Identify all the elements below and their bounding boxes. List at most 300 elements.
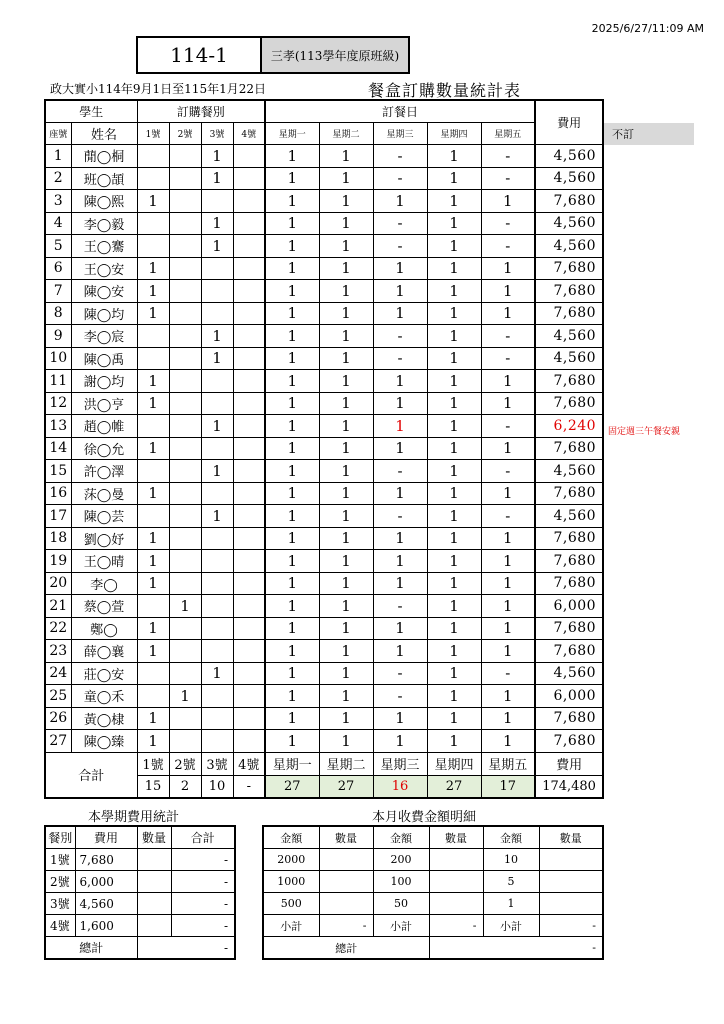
meal-3-cell: 1: [201, 460, 233, 483]
day-4-cell: 1: [427, 505, 481, 528]
day-3-cell: -: [373, 325, 427, 348]
student-name: 班◯頡: [71, 167, 137, 190]
student-name: 李◯毅: [71, 212, 137, 235]
student-row: [45, 370, 603, 393]
header-fee: 費用: [535, 100, 603, 145]
meal-3-cell: [201, 707, 233, 730]
meal-2-cell: 1: [169, 595, 201, 618]
meal-3-cell: 1: [201, 662, 233, 685]
semester-fee: 7,680: [75, 849, 137, 871]
meal-3-cell: [201, 550, 233, 573]
header-order-type: 訂購餐別: [137, 100, 265, 123]
day-3-cell: -: [373, 145, 427, 168]
header-student: 學生: [45, 100, 137, 123]
seat-number: 1: [45, 145, 71, 168]
day-4-cell: 1: [427, 280, 481, 303]
student-fee: 7,680: [535, 280, 603, 303]
student-row: [45, 257, 603, 280]
day-3-cell: 1: [373, 392, 427, 415]
cash-denomination: 10: [483, 849, 539, 871]
header-day-thu: 星期四: [427, 123, 481, 145]
meal-3-cell: 1: [201, 167, 233, 190]
meal-1-cell: [137, 595, 169, 618]
seat-number: 6: [45, 257, 71, 280]
day-5-cell: 1: [481, 302, 535, 325]
day-5-cell: 1: [481, 257, 535, 280]
header-day-mon: 星期一: [265, 123, 319, 145]
cash-quantity: [429, 849, 483, 871]
meal-1-cell: [137, 145, 169, 168]
meal-2-cell: [169, 167, 201, 190]
meal-4-cell: [233, 550, 265, 573]
semester-qty: [137, 915, 171, 937]
meal-1-cell: [137, 662, 169, 685]
day-5-cell: -: [481, 212, 535, 235]
header-day-wed: 星期三: [373, 123, 427, 145]
meal-4-cell: [233, 505, 265, 528]
day-5-cell: -: [481, 325, 535, 348]
meal-4-cell: [233, 617, 265, 640]
meal-4-cell: [233, 662, 265, 685]
cash-denomination: 1: [483, 893, 539, 915]
student-name: 鄭◯: [71, 617, 137, 640]
meal-3-cell: [201, 370, 233, 393]
meal-3-cell: [201, 527, 233, 550]
meal-4-cell: [233, 347, 265, 370]
day-5-cell: 1: [481, 482, 535, 505]
cash-subtotal-value: -: [319, 915, 373, 937]
meal-3-cell: 1: [201, 505, 233, 528]
totals-label-row: [45, 752, 603, 775]
meal-1-cell: 1: [137, 482, 169, 505]
meal-3-cell: [201, 437, 233, 460]
meal-3-cell: [201, 595, 233, 618]
day-4-cell: 1: [427, 707, 481, 730]
cash-subtotal-label: 小計: [263, 915, 319, 937]
day-1-cell: 1: [265, 550, 319, 573]
meal-1-cell: 1: [137, 370, 169, 393]
semester-total-row: [45, 937, 235, 960]
cash-subtotal-label: 小計: [483, 915, 539, 937]
meal-2-cell: [169, 212, 201, 235]
cash-quantity: [319, 849, 373, 871]
day-5-cell: -: [481, 235, 535, 258]
student-fee: 7,680: [535, 550, 603, 573]
seat-number: 18: [45, 527, 71, 550]
totals-label: 合計: [45, 752, 137, 798]
student-fee: 6,240: [535, 415, 603, 438]
day-1-cell: 1: [265, 617, 319, 640]
day-5-cell: 1: [481, 527, 535, 550]
cash-quantity: [539, 871, 603, 893]
student-name: 劉◯妤: [71, 527, 137, 550]
day-3-cell: 1: [373, 257, 427, 280]
cash-row: [263, 871, 603, 893]
student-row: [45, 527, 603, 550]
day-2-cell: 1: [319, 212, 373, 235]
meal-1-cell: 1: [137, 550, 169, 573]
day-4-cell: 1: [427, 145, 481, 168]
seat-number: 16: [45, 482, 71, 505]
totals-meal-count-1: 15: [137, 775, 169, 798]
day-5-cell: 1: [481, 280, 535, 303]
day-1-cell: 1: [265, 280, 319, 303]
day-3-cell: 1: [373, 527, 427, 550]
student-fee: 7,680: [535, 527, 603, 550]
day-2-cell: 1: [319, 437, 373, 460]
totals-meal-count-3: 10: [201, 775, 233, 798]
day-4-cell: 1: [427, 302, 481, 325]
meal-2-cell: [169, 460, 201, 483]
day-4-cell: 1: [427, 685, 481, 708]
student-name: 李◯宸: [71, 325, 137, 348]
day-1-cell: 1: [265, 392, 319, 415]
student-fee: 7,680: [535, 640, 603, 663]
seat-number: 26: [45, 707, 71, 730]
student-fee: 4,560: [535, 167, 603, 190]
header-meal-3: 3號: [201, 123, 233, 145]
meal-1-cell: 1: [137, 640, 169, 663]
student-name: 陳◯禹: [71, 347, 137, 370]
day-2-cell: 1: [319, 640, 373, 663]
meal-4-cell: [233, 415, 265, 438]
meal-3-cell: [201, 572, 233, 595]
day-5-cell: 1: [481, 550, 535, 573]
day-1-cell: 1: [265, 505, 319, 528]
student-fee: 4,560: [535, 347, 603, 370]
day-3-cell: -: [373, 460, 427, 483]
seat-number: 10: [45, 347, 71, 370]
totals-day-count-2: 27: [319, 775, 373, 798]
meal-3-cell: [201, 685, 233, 708]
seat-number: 27: [45, 730, 71, 753]
student-name: 蕑◯桐: [71, 145, 137, 168]
student-name: 趙◯帷: [71, 415, 137, 438]
day-5-cell: 1: [481, 640, 535, 663]
day-3-cell: 1: [373, 482, 427, 505]
totals-meal-count-4: -: [233, 775, 265, 798]
seat-number: 24: [45, 662, 71, 685]
student-row: [45, 685, 603, 708]
meal-3-cell: 1: [201, 415, 233, 438]
seat-number: 3: [45, 190, 71, 213]
student-name: 陳◯熙: [71, 190, 137, 213]
meal-1-cell: 1: [137, 280, 169, 303]
day-2-cell: 1: [319, 235, 373, 258]
day-2-cell: 1: [319, 190, 373, 213]
meal-4-cell: [233, 302, 265, 325]
day-4-cell: 1: [427, 730, 481, 753]
day-1-cell: 1: [265, 212, 319, 235]
student-row: [45, 325, 603, 348]
cash-header-row: [263, 826, 603, 849]
day-1-cell: 1: [265, 167, 319, 190]
student-fee: 7,680: [535, 257, 603, 280]
seat-number: 4: [45, 212, 71, 235]
day-3-cell: -: [373, 505, 427, 528]
meal-3-cell: [201, 257, 233, 280]
meal-4-cell: [233, 730, 265, 753]
meal-1-cell: 1: [137, 257, 169, 280]
day-3-cell: 1: [373, 415, 427, 438]
semester-total-value: -: [137, 937, 235, 960]
meal-3-cell: 1: [201, 347, 233, 370]
print-timestamp: 2025/6/27/11:09 AM: [591, 22, 704, 35]
totals-meal-label-3: 3號: [201, 752, 233, 775]
student-row: [45, 662, 603, 685]
meal-1-cell: 1: [137, 572, 169, 595]
student-name: 陳◯安: [71, 280, 137, 303]
meal-2-cell: [169, 437, 201, 460]
day-2-cell: 1: [319, 572, 373, 595]
day-5-cell: 1: [481, 572, 535, 595]
totals-meal-label-4: 4號: [233, 752, 265, 775]
day-3-cell: 1: [373, 437, 427, 460]
seat-number: 22: [45, 617, 71, 640]
day-4-cell: 1: [427, 662, 481, 685]
student-name: 莊◯安: [71, 662, 137, 685]
seat-number: 8: [45, 302, 71, 325]
day-4-cell: 1: [427, 370, 481, 393]
student-name: 許◯澤: [71, 460, 137, 483]
day-1-cell: 1: [265, 640, 319, 663]
meal-4-cell: [233, 280, 265, 303]
semester-fee: 6,000: [75, 871, 137, 893]
meal-3-cell: 1: [201, 145, 233, 168]
day-4-cell: 1: [427, 392, 481, 415]
header-row-1: [45, 100, 603, 123]
day-1-cell: 1: [265, 235, 319, 258]
day-5-cell: 1: [481, 685, 535, 708]
meal-1-cell: 1: [137, 190, 169, 213]
meal-2-cell: [169, 145, 201, 168]
totals-fee-value: 174,480: [535, 775, 603, 798]
cash-subtotal-value: -: [429, 915, 483, 937]
totals-day-label-3: 星期三: [373, 752, 427, 775]
day-4-cell: 1: [427, 572, 481, 595]
semester-type: 3號: [45, 893, 75, 915]
day-1-cell: 1: [265, 145, 319, 168]
totals-day-label-1: 星期一: [265, 752, 319, 775]
day-4-cell: 1: [427, 617, 481, 640]
day-3-cell: -: [373, 662, 427, 685]
seat-number: 7: [45, 280, 71, 303]
seat-number: 19: [45, 550, 71, 573]
day-5-cell: -: [481, 347, 535, 370]
student-name: 陳◯臻: [71, 730, 137, 753]
day-1-cell: 1: [265, 437, 319, 460]
header-meal-1: 1號: [137, 123, 169, 145]
student-fee: 4,560: [535, 662, 603, 685]
day-4-cell: 1: [427, 437, 481, 460]
semester-row: [45, 871, 235, 893]
student-row: [45, 640, 603, 663]
student-row: [45, 302, 603, 325]
totals-day-count-3: 16: [373, 775, 427, 798]
student-row: [45, 235, 603, 258]
cash-denomination: 50: [373, 893, 429, 915]
meal-2-cell: 1: [169, 685, 201, 708]
student-row: [45, 482, 603, 505]
totals-day-label-2: 星期二: [319, 752, 373, 775]
seat-number: 5: [45, 235, 71, 258]
meal-2-cell: [169, 392, 201, 415]
day-1-cell: 1: [265, 415, 319, 438]
meal-1-cell: [137, 235, 169, 258]
student-row: [45, 145, 603, 168]
cash-header-qty-1: 數量: [319, 826, 373, 849]
day-2-cell: 1: [319, 167, 373, 190]
semester-header-fee: 費用: [75, 826, 137, 849]
meal-2-cell: [169, 347, 201, 370]
cash-subtotal-row: [263, 915, 603, 937]
meal-2-cell: [169, 370, 201, 393]
day-2-cell: 1: [319, 280, 373, 303]
semester-type: 1號: [45, 849, 75, 871]
cash-denomination: 500: [263, 893, 319, 915]
meal-3-cell: [201, 392, 233, 415]
student-row: [45, 280, 603, 303]
day-3-cell: 1: [373, 617, 427, 640]
student-row: [45, 392, 603, 415]
day-1-cell: 1: [265, 707, 319, 730]
meal-3-cell: 1: [201, 325, 233, 348]
day-3-cell: -: [373, 595, 427, 618]
day-1-cell: 1: [265, 730, 319, 753]
day-5-cell: 1: [481, 392, 535, 415]
student-fee: 7,680: [535, 572, 603, 595]
cash-denomination: 2000: [263, 849, 319, 871]
semester-qty: [137, 893, 171, 915]
meal-1-cell: 1: [137, 707, 169, 730]
student-name: 童◯禾: [71, 685, 137, 708]
day-3-cell: 1: [373, 370, 427, 393]
student-row: [45, 550, 603, 573]
student-row: [45, 460, 603, 483]
totals-day-count-1: 27: [265, 775, 319, 798]
day-3-cell: -: [373, 235, 427, 258]
header-day-tue: 星期二: [319, 123, 373, 145]
cash-quantity: [429, 871, 483, 893]
day-5-cell: 1: [481, 707, 535, 730]
order-table: [44, 99, 604, 799]
seat-number: 25: [45, 685, 71, 708]
seat-number: 13: [45, 415, 71, 438]
day-1-cell: 1: [265, 595, 319, 618]
meal-4-cell: [233, 595, 265, 618]
day-5-cell: 1: [481, 617, 535, 640]
student-name: 謝◯均: [71, 370, 137, 393]
header-order-day: 訂餐日: [265, 100, 535, 123]
meal-1-cell: [137, 167, 169, 190]
meal-4-cell: [233, 527, 265, 550]
meal-1-cell: [137, 460, 169, 483]
cash-subtotal-label: 小計: [373, 915, 429, 937]
day-2-cell: 1: [319, 347, 373, 370]
meal-4-cell: [233, 460, 265, 483]
cash-header-amount-3: 金額: [483, 826, 539, 849]
meal-2-cell: [169, 505, 201, 528]
class-id-box: 114-1: [136, 36, 262, 74]
seat-number: 20: [45, 572, 71, 595]
meal-2-cell: [169, 302, 201, 325]
meal-4-cell: [233, 212, 265, 235]
day-4-cell: 1: [427, 460, 481, 483]
cash-quantity: [539, 849, 603, 871]
day-3-cell: 1: [373, 707, 427, 730]
cash-denomination: 5: [483, 871, 539, 893]
meal-1-cell: [137, 685, 169, 708]
student-name: 薛◯襄: [71, 640, 137, 663]
meal-4-cell: [233, 325, 265, 348]
day-3-cell: 1: [373, 572, 427, 595]
meal-2-cell: [169, 482, 201, 505]
day-1-cell: 1: [265, 347, 319, 370]
semester-qty: [137, 849, 171, 871]
day-4-cell: 1: [427, 167, 481, 190]
cash-header-amount-2: 金額: [373, 826, 429, 849]
meal-3-cell: [201, 730, 233, 753]
meal-4-cell: [233, 257, 265, 280]
day-2-cell: 1: [319, 325, 373, 348]
meal-4-cell: [233, 190, 265, 213]
day-3-cell: 1: [373, 550, 427, 573]
day-5-cell: -: [481, 145, 535, 168]
semester-row: [45, 849, 235, 871]
day-5-cell: 1: [481, 730, 535, 753]
fixed-wednesday-note: 固定週三午餐安親: [608, 427, 681, 437]
day-2-cell: 1: [319, 685, 373, 708]
totals-meal-label-2: 2號: [169, 752, 201, 775]
student-fee: 4,560: [535, 325, 603, 348]
day-2-cell: 1: [319, 257, 373, 280]
semester-sum: -: [171, 849, 235, 871]
day-2-cell: 1: [319, 527, 373, 550]
student-name: 陳◯均: [71, 302, 137, 325]
day-2-cell: 1: [319, 482, 373, 505]
day-4-cell: 1: [427, 347, 481, 370]
cash-denomination: 100: [373, 871, 429, 893]
header-name: 姓名: [71, 123, 137, 145]
semester-total-label: 總計: [45, 937, 137, 960]
day-5-cell: 1: [481, 595, 535, 618]
student-fee: 7,680: [535, 302, 603, 325]
day-5-cell: 1: [481, 370, 535, 393]
meal-3-cell: 1: [201, 235, 233, 258]
cash-quantity: [429, 893, 483, 915]
meal-2-cell: [169, 617, 201, 640]
day-2-cell: 1: [319, 550, 373, 573]
day-3-cell: -: [373, 167, 427, 190]
day-1-cell: 1: [265, 572, 319, 595]
totals-day-count-4: 27: [427, 775, 481, 798]
day-4-cell: 1: [427, 190, 481, 213]
totals-meal-label-1: 1號: [137, 752, 169, 775]
cash-detail-table: [262, 825, 604, 960]
semester-title: 本學期費用統計: [88, 810, 180, 825]
header-row-2: [45, 123, 603, 145]
day-5-cell: -: [481, 505, 535, 528]
seat-number: 12: [45, 392, 71, 415]
meal-4-cell: [233, 145, 265, 168]
student-fee: 7,680: [535, 730, 603, 753]
student-row: [45, 415, 603, 438]
student-fee: 7,680: [535, 392, 603, 415]
day-1-cell: 1: [265, 527, 319, 550]
day-4-cell: 1: [427, 235, 481, 258]
meal-4-cell: [233, 685, 265, 708]
semester-fee-table: [44, 825, 236, 960]
